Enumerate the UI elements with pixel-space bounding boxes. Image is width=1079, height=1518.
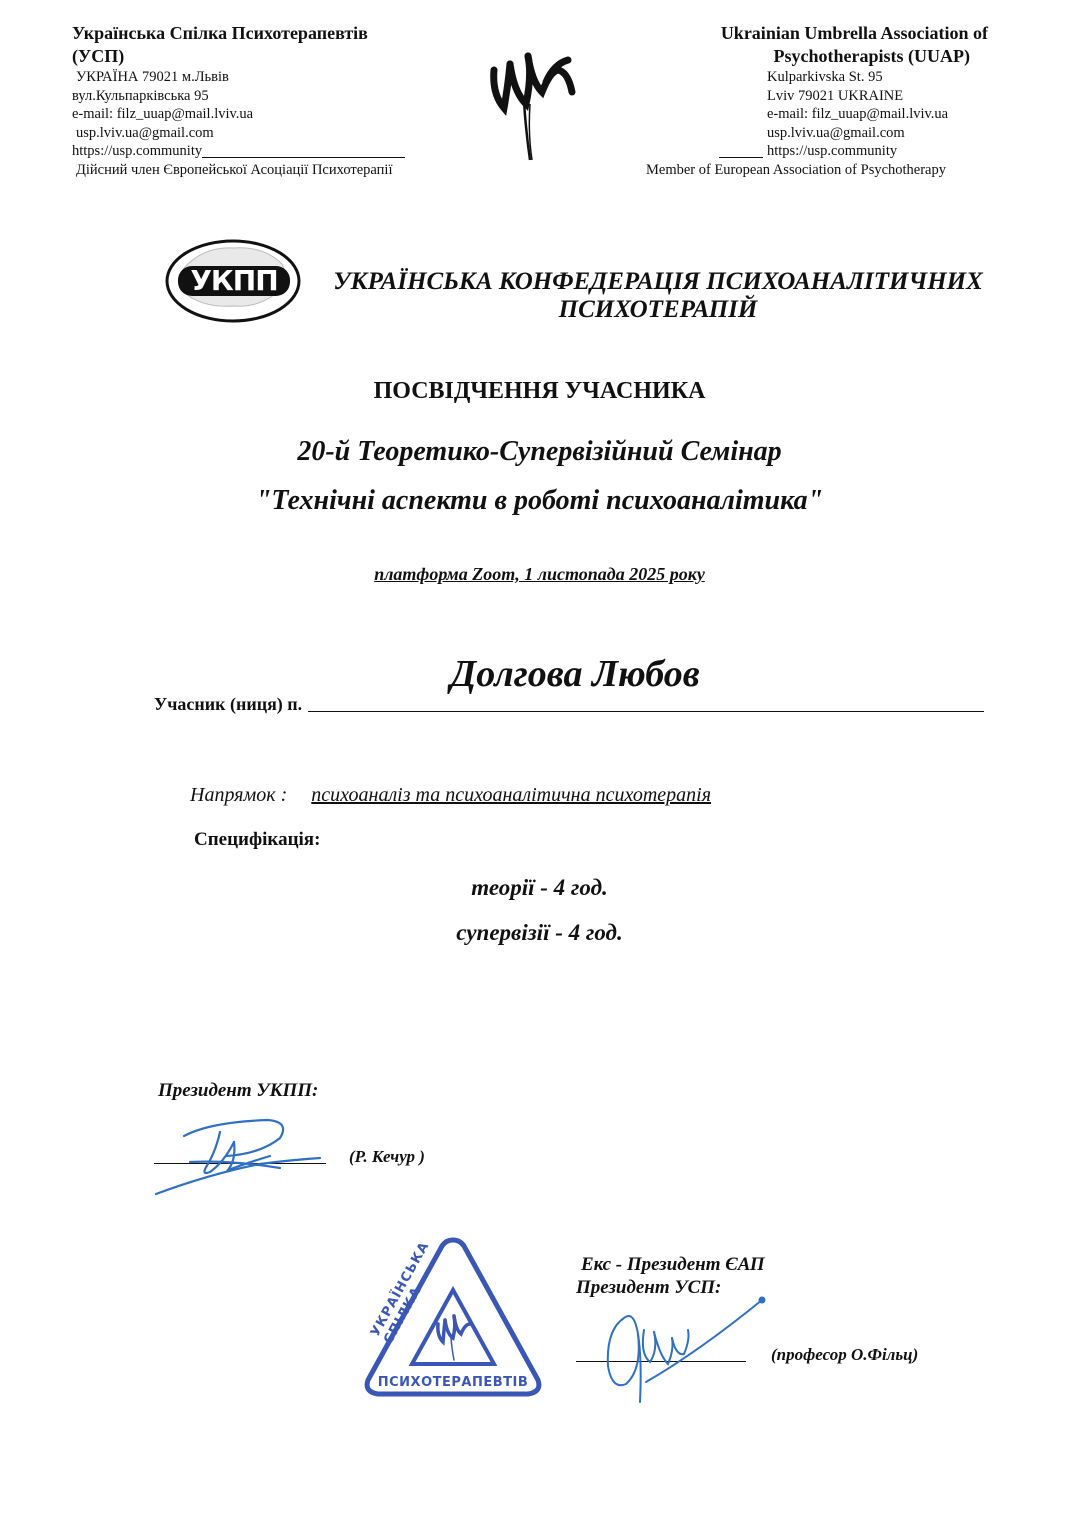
website-en-row bbox=[640, 142, 988, 161]
confederation-name-line1: УКРАЇНСЬКА КОНФЕДЕРАЦІЯ ПСИХОАНАЛІТИЧНИХ bbox=[333, 268, 983, 295]
president-ukpp-label: Президент УКПП: bbox=[158, 1080, 319, 1101]
eap-label-line1: Екс - Президент ЄАП bbox=[581, 1254, 765, 1275]
email-ua-2: usp.lviv.ua@gmail.com bbox=[76, 124, 214, 141]
direction-label: Напрямок : bbox=[190, 784, 288, 806]
participant-name: Долгова Любов bbox=[450, 653, 700, 695]
confederation-name-line2: ПСИХОТЕРАПІЙ bbox=[558, 296, 758, 323]
signature-filts bbox=[598, 1290, 778, 1410]
address-ua-line1: УКРАЇНА 79021 м.Львів bbox=[76, 69, 229, 85]
website-ua-rule bbox=[202, 157, 405, 158]
address-ua-line2: вул.Кульпарківська 95 bbox=[72, 87, 209, 104]
membership-en: Member of European Association of Psychotherapy bbox=[646, 161, 946, 178]
usp-logo-icon bbox=[488, 42, 580, 164]
signature-filts-icon bbox=[598, 1290, 778, 1410]
participant-label: Учасник (ниця) п. bbox=[154, 694, 303, 714]
stamp-text-bottom: ПСИХОТЕРАПЕВТІВ bbox=[377, 1375, 529, 1390]
participant-row bbox=[154, 693, 984, 715]
direction-row bbox=[190, 783, 711, 807]
header-left bbox=[72, 22, 472, 179]
email-ua-1: e-mail: filz_uuap@mail.lviv.ua bbox=[72, 106, 254, 122]
certificate-title: ПОСВІДЧЕННЯ УЧАСНИКА bbox=[373, 378, 706, 404]
theory-hours: теорії - 4 год. bbox=[471, 875, 608, 900]
address-en-line2: Lviv 79021 UKRAINE bbox=[767, 87, 904, 104]
website-en-rule bbox=[719, 157, 763, 158]
eap-label-line2: Президент УСП: bbox=[576, 1277, 722, 1298]
org-abbrev-ua: (УСП) bbox=[72, 46, 125, 66]
email-en-2: usp.lviv.ua@gmail.com bbox=[767, 124, 905, 141]
ukpp-logo-text: УКПП bbox=[190, 264, 278, 297]
header-right bbox=[640, 22, 988, 179]
platform-date: платформа Zoom, 1 листопада 2025 року bbox=[374, 564, 705, 584]
org-name-en: Ukrainian Umbrella Association of bbox=[720, 23, 988, 43]
usp-logo bbox=[488, 42, 580, 164]
ukpp-logo bbox=[164, 238, 302, 324]
stamp-text-top: УКРАЇНСЬКА СПІЛКА bbox=[368, 1239, 433, 1347]
seminar-title-line1: 20-й Теоретико-Супервізійний Семінар bbox=[297, 436, 782, 467]
org-name-ua: Українська Спілка Психотерапевтів bbox=[72, 23, 368, 43]
website-ua: https://usp.community bbox=[72, 143, 203, 159]
president-ukpp-name: (Р. Кечур ) bbox=[349, 1147, 425, 1166]
address-en-line1: Kulparkivska St. 95 bbox=[767, 69, 883, 85]
website-en: https://usp.community bbox=[767, 143, 898, 159]
specification-label: Специфікація: bbox=[194, 829, 321, 850]
email-en-1: e-mail: filz_uuap@mail.lviv.ua bbox=[767, 106, 949, 122]
president-usp-name: (професор О.Фільц) bbox=[771, 1345, 919, 1364]
membership-ua: Дійсний член Європейської Асоціації Психотерапії bbox=[76, 161, 393, 178]
usp-stamp bbox=[358, 1232, 548, 1404]
signature-kechur bbox=[150, 1112, 330, 1202]
confederation-name bbox=[318, 268, 998, 324]
supervision-hours: супервізії - 4 год. bbox=[456, 920, 623, 945]
direction-value: психоаналіз та психоаналітична психотерапія bbox=[311, 784, 712, 806]
website-ua-row bbox=[72, 142, 472, 161]
participant-fill-line bbox=[308, 711, 984, 712]
signature-kechur-icon bbox=[150, 1112, 330, 1202]
seminar-title-line2: "Технічні аспекти в роботі психоаналітика" bbox=[255, 485, 824, 516]
org-abbrev-en: Psychotherapists (UUAP) bbox=[773, 46, 970, 66]
